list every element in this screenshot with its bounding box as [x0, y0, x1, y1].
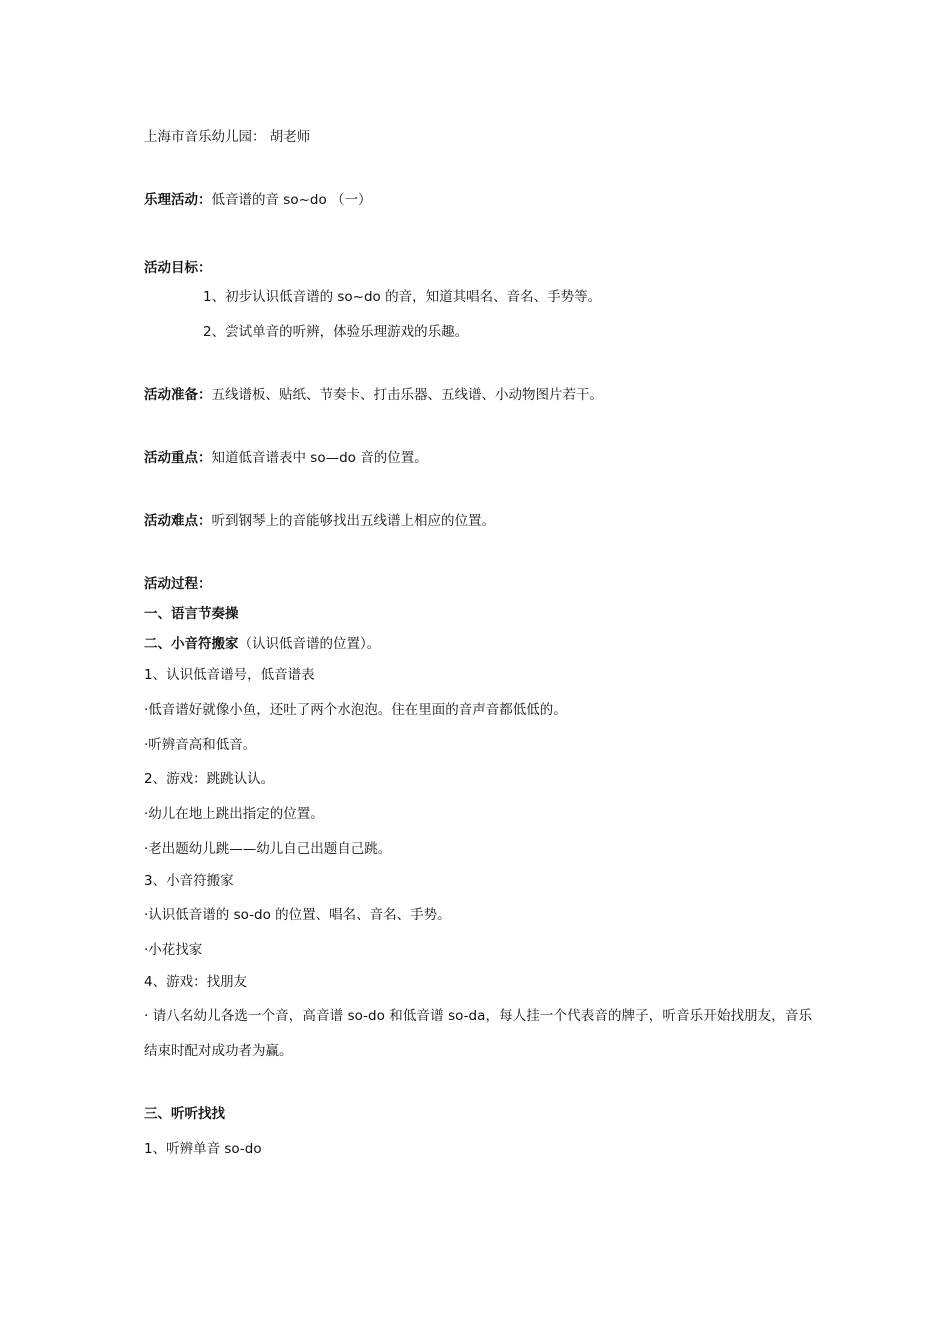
- activity-title: [144, 190, 372, 210]
- process-line-6: ·老出题幼儿跳——幼儿自己出题自己跳。: [144, 841, 392, 857]
- difficulty-label: 活动难点：: [144, 513, 212, 529]
- section-1-heading: 一、语言节奏操: [144, 606, 239, 622]
- key-point-text: 知道低音谱表中 so—do 音的位置。: [211, 450, 428, 466]
- section-3-item-1: 1、听辨单音 so-do: [144, 1141, 262, 1157]
- process-line-8: ·认识低音谱的 so-do 的位置、唱名、音名、手势。: [144, 907, 451, 923]
- process-line-9: ·小花找家: [144, 942, 203, 958]
- process-heading: 活动过程：: [144, 576, 212, 592]
- section-3-heading: 三、听听找找: [144, 1106, 225, 1122]
- goal-item-2: 2、尝试单音的听辨，体验乐理游戏的乐趣。: [203, 324, 469, 340]
- process-line-4: 2、游戏：跳跳认认。: [144, 771, 275, 787]
- difficulty-line: [144, 511, 495, 531]
- section-2-note: （认识低音谱的位置）。: [238, 636, 381, 652]
- activity-title-text: 低音谱的音 so~do （一）: [211, 192, 372, 208]
- difficulty-text: 听到钢琴上的音能够找出五线谱上相应的位置。: [211, 513, 495, 529]
- process-line-2: ·低音谱好就像小鱼，还吐了两个水泡泡。住在里面的音声音都低低的。: [144, 702, 567, 718]
- process-line-7: 3、小音符搬家: [144, 873, 234, 889]
- key-point-line: [144, 448, 428, 468]
- activity-title-label: 乐理活动：: [144, 192, 212, 208]
- process-line-5: ·幼儿在地上跳出指定的位置。: [144, 806, 324, 822]
- author-line: 上海市音乐幼儿园： 胡老师: [144, 129, 311, 145]
- preparation-text: 五线谱板、贴纸、节奏卡、打击乐器、五线谱、小动物图片若干。: [211, 387, 603, 403]
- preparation-line: [144, 385, 603, 405]
- process-line-10: 4、游戏：找朋友: [144, 974, 248, 990]
- preparation-label: 活动准备：: [144, 387, 212, 403]
- goal-item-1: 1、初步认识低音谱的 so~do 的音，知道其唱名、音名、手势等。: [203, 289, 602, 305]
- section-2-heading: [144, 634, 380, 654]
- process-line-3: ·听辨音高和低音。: [144, 737, 257, 753]
- process-line-1: 1、认识低音谱号，低音谱表: [144, 667, 315, 683]
- section-2-title: 二、小音符搬家: [144, 636, 239, 652]
- goals-heading: 活动目标：: [144, 260, 212, 276]
- game-paragraph: · 请八名幼儿各选一个音，高音谱 so-do 和低音谱 so-da，每人挂一个代表音的牌子，听音乐开始找朋友，音乐结束时配对成功者为赢。: [144, 1008, 812, 1059]
- key-point-label: 活动重点：: [144, 450, 212, 466]
